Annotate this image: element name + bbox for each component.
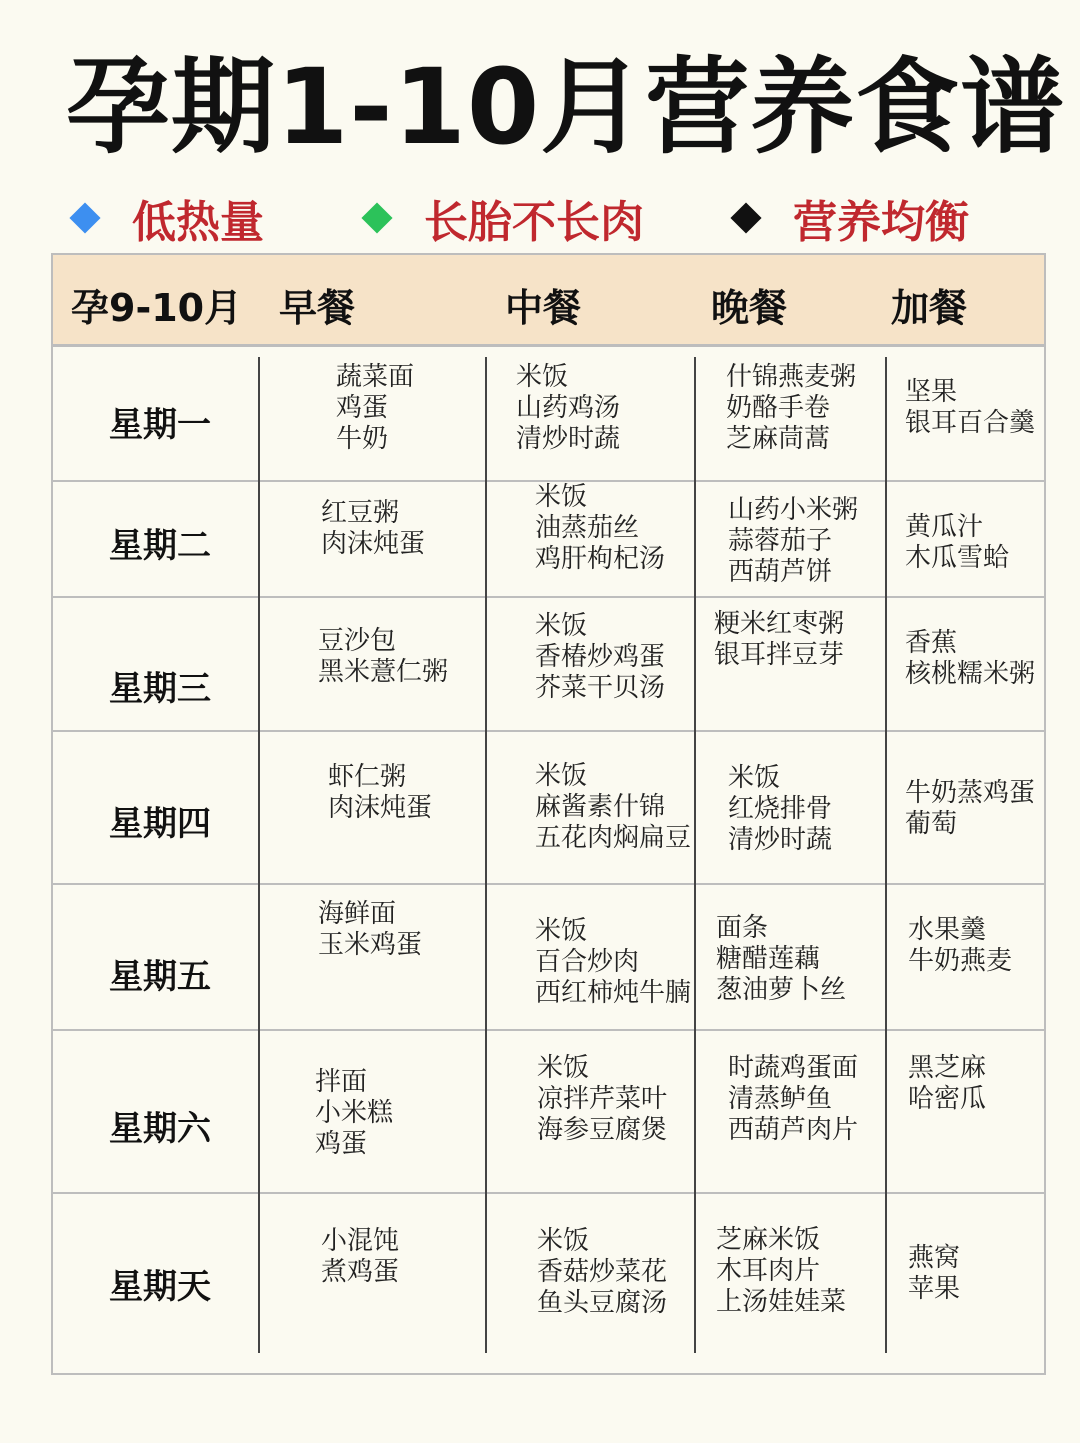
- table-row: [53, 885, 1044, 1031]
- dish-item: 蒜蓉茄子: [728, 526, 833, 556]
- dish-item: 鸡蛋: [315, 1129, 368, 1159]
- meal-plan-table: [51, 253, 1046, 1375]
- dish-item: 米饭: [535, 482, 588, 512]
- lunch-cell: [535, 761, 691, 854]
- snack-cell: [908, 1243, 960, 1305]
- column-divider: [485, 357, 487, 492]
- green-diamond-icon: [361, 202, 392, 233]
- dish-item: 小米糕: [315, 1098, 394, 1128]
- column-divider: [885, 732, 887, 885]
- column-divider: [485, 482, 487, 598]
- dish-item: 香椿炒鸡蛋: [535, 642, 666, 672]
- dish-item: 粳米红枣粥: [714, 609, 845, 639]
- dish-item: 牛奶蒸鸡蛋: [905, 778, 1035, 808]
- lunch-cell: [535, 482, 665, 575]
- dish-item: 水果羹: [908, 915, 987, 945]
- column-divider: [694, 885, 696, 1031]
- column-divider: [885, 482, 887, 598]
- dish-item: 葡萄: [905, 809, 958, 839]
- column-divider: [885, 357, 887, 492]
- day-label: 星期六: [109, 1109, 211, 1149]
- dish-item: 虾仁粥: [328, 762, 407, 792]
- column-divider: [485, 732, 487, 885]
- snack-cell: [905, 377, 1035, 439]
- breakfast-cell: [318, 899, 422, 961]
- dish-item: 清炒时蔬: [516, 424, 621, 454]
- dish-item: 银耳百合羹: [905, 408, 1035, 438]
- dish-item: 哈密瓜: [908, 1084, 987, 1114]
- dish-item: 拌面: [315, 1067, 368, 1097]
- header-breakfast: 早餐: [279, 286, 356, 330]
- column-divider: [885, 885, 887, 1031]
- column-divider: [885, 598, 887, 732]
- breakfast-cell: [336, 362, 414, 455]
- dish-item: 苹果: [908, 1274, 961, 1304]
- column-divider: [885, 1031, 887, 1194]
- dish-item: 五花肉焖扁豆: [535, 823, 692, 853]
- table-row: [53, 598, 1044, 732]
- dish-item: 米饭: [537, 1226, 590, 1256]
- dish-item: 煮鸡蛋: [321, 1257, 400, 1287]
- dish-item: 糖醋莲藕: [716, 944, 821, 974]
- dish-item: 黑芝麻: [908, 1053, 987, 1083]
- dinner-cell: [716, 913, 846, 1006]
- breakfast-cell: [328, 762, 432, 824]
- dish-item: 奶酪手卷: [726, 393, 831, 423]
- dish-item: 鱼头豆腐汤: [537, 1288, 668, 1318]
- dish-item: 西葫芦饼: [728, 557, 833, 587]
- lunch-cell: [516, 362, 620, 455]
- dish-item: 米饭: [535, 916, 588, 946]
- dish-item: 鸡蛋: [336, 393, 389, 423]
- dish-item: 凉拌芹菜叶: [537, 1084, 668, 1114]
- column-divider: [258, 482, 260, 598]
- column-divider: [258, 732, 260, 885]
- table-row: [53, 482, 1044, 598]
- column-divider: [258, 1031, 260, 1194]
- dish-item: 芝麻米饭: [716, 1225, 821, 1255]
- dish-item: 小混饨: [321, 1226, 400, 1256]
- dish-item: 麻酱素什锦: [535, 792, 666, 822]
- dish-item: 油蒸茄丝: [535, 513, 640, 543]
- dish-item: 清炒时蔬: [728, 825, 833, 855]
- breakfast-cell: [321, 1226, 399, 1288]
- dish-item: 面条: [716, 913, 769, 943]
- dish-item: 核桃糯米粥: [905, 659, 1035, 689]
- tag-low-calorie: [74, 188, 264, 248]
- lunch-cell: [537, 1226, 667, 1319]
- black-diamond-icon: [730, 202, 761, 233]
- header-snack: 加餐: [891, 286, 968, 330]
- table-row: [53, 1031, 1044, 1194]
- dish-item: 坚果: [905, 377, 958, 407]
- lunch-cell: [537, 1053, 667, 1146]
- lunch-cell: [535, 916, 691, 1009]
- dish-item: 西葫芦肉片: [728, 1115, 859, 1145]
- tag-label: 低热量: [132, 197, 264, 248]
- header-period: 孕9-10月: [71, 286, 243, 330]
- dish-item: 黄瓜汁: [905, 512, 984, 542]
- dish-item: 山药鸡汤: [516, 393, 621, 423]
- dish-item: 玉米鸡蛋: [318, 930, 423, 960]
- dish-item: 米饭: [516, 362, 569, 392]
- dinner-cell: [716, 1225, 846, 1318]
- column-divider: [694, 598, 696, 732]
- dish-item: 蔬菜面: [336, 362, 415, 392]
- column-divider: [885, 1194, 887, 1353]
- column-divider: [485, 598, 487, 732]
- dish-item: 黑米薏仁粥: [318, 657, 449, 687]
- dish-item: 上汤娃娃菜: [716, 1287, 847, 1317]
- header-lunch: 中餐: [505, 286, 582, 330]
- dish-item: 红烧排骨: [728, 794, 833, 824]
- dish-item: 香菇炒菜花: [537, 1257, 668, 1287]
- snack-cell: [905, 512, 1009, 574]
- page-title: 孕期1-10月营养食谱: [66, 46, 1066, 168]
- dish-item: 红豆粥: [321, 498, 400, 528]
- dinner-cell: [728, 495, 858, 588]
- dish-item: 海鲜面: [318, 899, 397, 929]
- column-divider: [258, 357, 260, 492]
- header-dinner: 晚餐: [711, 286, 788, 330]
- dish-item: 鸡肝枸杞汤: [535, 544, 666, 574]
- lunch-cell: [535, 611, 665, 704]
- dish-item: 香蕉: [905, 628, 958, 658]
- column-divider: [258, 1194, 260, 1353]
- dish-item: 葱油萝卜丝: [716, 975, 847, 1005]
- column-divider: [694, 1194, 696, 1353]
- dish-item: 芝麻茼蒿: [726, 424, 831, 454]
- snack-cell: [905, 778, 1035, 840]
- dish-item: 肉沫炖蛋: [321, 529, 426, 559]
- breakfast-cell: [315, 1067, 393, 1160]
- table-header: [53, 255, 1044, 347]
- dinner-cell: [728, 763, 832, 856]
- dish-item: 燕窝: [908, 1243, 961, 1273]
- dish-item: 海参豆腐煲: [537, 1115, 668, 1145]
- dish-item: 牛奶: [336, 424, 389, 454]
- dish-item: 时蔬鸡蛋面: [728, 1053, 859, 1083]
- day-label: 星期五: [109, 957, 211, 997]
- breakfast-cell: [321, 498, 425, 560]
- day-label: 星期一: [109, 405, 211, 445]
- column-divider: [694, 357, 696, 492]
- table-row: [53, 347, 1044, 482]
- column-divider: [694, 482, 696, 598]
- dish-item: 牛奶燕麦: [908, 946, 1013, 976]
- tag-baby-growth: [366, 188, 644, 248]
- dish-item: 米饭: [728, 763, 781, 793]
- day-label: 星期二: [109, 526, 211, 566]
- dish-item: 木耳肉片: [716, 1256, 821, 1286]
- dish-item: 西红柿炖牛腩: [535, 978, 692, 1008]
- dish-item: 木瓜雪蛤: [905, 543, 1010, 573]
- dish-item: 什锦燕麦粥: [726, 362, 857, 392]
- dinner-cell: [726, 362, 856, 455]
- day-label: 星期四: [109, 804, 211, 844]
- tag-label: 长胎不长肉: [424, 197, 644, 248]
- tag-balanced-nutrition: [735, 188, 969, 248]
- day-label: 星期天: [109, 1267, 211, 1307]
- column-divider: [485, 1031, 487, 1194]
- dinner-cell: [728, 1053, 858, 1146]
- snack-cell: [908, 915, 1012, 977]
- dish-item: 银耳拌豆芽: [714, 640, 845, 670]
- dish-item: 山药小米粥: [728, 495, 859, 525]
- dish-item: 肉沫炖蛋: [328, 793, 433, 823]
- dish-item: 豆沙包: [318, 626, 397, 656]
- table-row: [53, 1194, 1044, 1373]
- dish-item: 清蒸鲈鱼: [728, 1084, 833, 1114]
- dish-item: 芥菜干贝汤: [535, 673, 666, 703]
- column-divider: [485, 1194, 487, 1353]
- dish-item: 百合炒肉: [535, 947, 640, 977]
- dish-item: 米饭: [535, 761, 588, 791]
- dish-item: 米饭: [537, 1053, 590, 1083]
- column-divider: [485, 885, 487, 1031]
- blue-diamond-icon: [69, 202, 100, 233]
- column-divider: [694, 1031, 696, 1194]
- column-divider: [258, 598, 260, 732]
- snack-cell: [905, 628, 1035, 690]
- snack-cell: [908, 1053, 986, 1115]
- day-label: 星期三: [109, 669, 211, 709]
- tag-label: 营养均衡: [793, 197, 969, 248]
- dinner-cell: [714, 609, 844, 671]
- dish-item: 米饭: [535, 611, 588, 641]
- table-row: [53, 732, 1044, 885]
- column-divider: [694, 732, 696, 885]
- breakfast-cell: [318, 626, 448, 688]
- column-divider: [258, 885, 260, 1031]
